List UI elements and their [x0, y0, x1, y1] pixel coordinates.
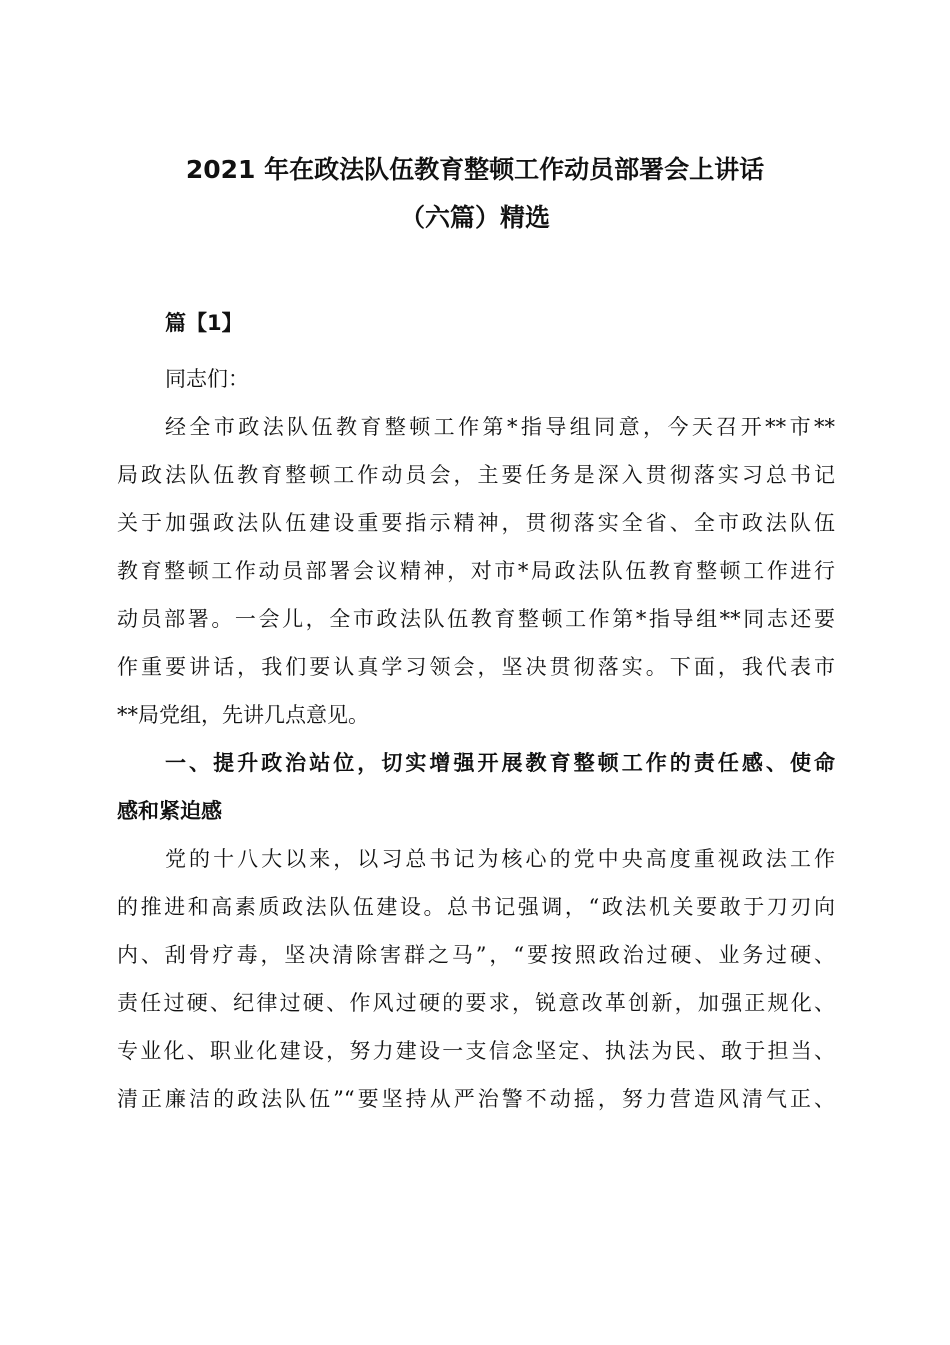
- section-label: 篇【1】: [165, 311, 243, 335]
- paragraph-1-line: **局党组，先讲几点意见。: [117, 703, 369, 727]
- paragraph-1-line: 动员部署。一会儿，全市政法队伍教育整顿工作第*指导组**同志还要: [117, 607, 835, 631]
- paragraph-2-line: 内、刮骨疗毒，坚决清除害群之马”，“要按照政治过硬、业务过硬、: [117, 943, 835, 967]
- paragraph-2-line: 专业化、职业化建设，努力建设一支信念坚定、执法为民、敢于担当、: [117, 1039, 835, 1063]
- paragraph-1-line: 经全市政法队伍教育整顿工作第*指导组同意，今天召开**市**: [165, 415, 835, 439]
- heading-1-line: 一、提升政治站位，切实增强开展教育整顿工作的责任感、使命: [165, 751, 835, 775]
- paragraph-2-line: 清正廉洁的政法队伍”“要坚持从严治警不动摇，努力营造风清气正、: [117, 1087, 835, 1111]
- paragraph-2-line: 责任过硬、纪律过硬、作风过硬的要求，锐意改革创新，加强正规化、: [117, 991, 835, 1015]
- paragraph-1-line: 教育整顿工作动员部署会议精神，对市*局政法队伍教育整顿工作进行: [117, 559, 835, 583]
- paragraph-1-line: 关于加强政法队伍建设重要指示精神，贯彻落实全省、全市政法队伍: [117, 511, 835, 535]
- paragraph-2-line: 党的十八大以来，以习总书记为核心的党中央高度重视政法工作: [165, 847, 835, 871]
- heading-1-line: 感和紧迫感: [117, 799, 222, 823]
- paragraph-1-line: 作重要讲话，我们要认真学习领会，坚决贯彻落实。下面，我代表市: [117, 655, 835, 679]
- salutation: 同志们：: [165, 367, 249, 391]
- document-title-line-2: （六篇）精选: [399, 203, 550, 232]
- document-title-line-1: 2021 年在政法队伍教育整顿工作动员部署会上讲话: [185, 155, 765, 184]
- paragraph-2-line: 的推进和高素质政法队伍建设。总书记强调，“政法机关要敢于刀刃向: [117, 895, 835, 919]
- paragraph-1-line: 局政法队伍教育整顿工作动员会，主要任务是深入贯彻落实习总书记: [117, 463, 835, 487]
